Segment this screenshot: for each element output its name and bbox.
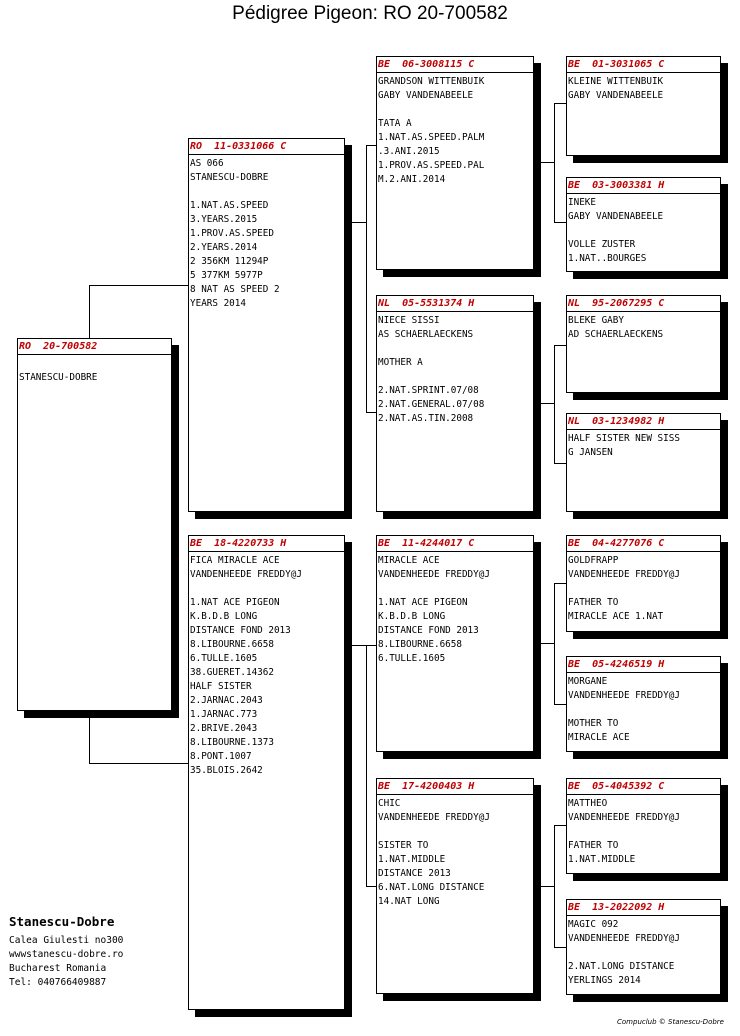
info-line: [378, 342, 533, 356]
info-line: 1.PROV.AS.SPEED.PAL: [378, 160, 485, 171]
info-line: G JANSEN: [568, 447, 613, 458]
info-line: MOTHER TO: [568, 718, 619, 729]
pigeon-info: [377, 552, 533, 666]
info-line: M.2.ANI.2014: [378, 174, 446, 185]
info-line: [19, 357, 171, 371]
ring-number: RO 11-0331066 C: [189, 139, 344, 155]
pigeon-card-ds-dam: [566, 656, 721, 752]
info-line: FICA MIRACLE ACE: [190, 555, 280, 566]
pigeon-card-subject: [17, 338, 172, 711]
pigeon-card-dam: [188, 535, 345, 1010]
info-line: 2.NAT.LONG DISTANCE: [568, 961, 675, 972]
info-line: 6.NAT.LONG DISTANCE: [378, 882, 485, 893]
info-line: VANDENHEEDE FREDDY@J: [190, 569, 302, 580]
pigeon-card-sire-sire: [376, 56, 534, 270]
info-line: DISTANCE 2013: [378, 868, 451, 879]
info-line: DISTANCE FOND 2013: [378, 625, 479, 636]
pigeon-card-ss-dam: [566, 177, 721, 272]
info-line: MATTHEO: [568, 798, 608, 809]
info-line: [378, 582, 533, 596]
ring-number: BE 05-4246519 H: [567, 657, 720, 673]
pigeon-card-ss-sire: [566, 56, 721, 156]
info-line: MIRACLE ACE: [568, 732, 630, 743]
info-line: [568, 703, 720, 717]
info-line: 2.NAT.SPRINT.07/08: [378, 385, 479, 396]
info-line: KLEINE WITTENBUIK: [568, 76, 664, 87]
ring-number: BE 13-2022092 H: [567, 900, 720, 916]
info-line: VOLLE ZUSTER: [568, 239, 636, 250]
ring-number: NL 05-5531374 H: [377, 296, 533, 312]
ring-number: NL 03-1234982 H: [567, 414, 720, 430]
info-line: K.B.D.B LONG: [190, 611, 258, 622]
info-line: GABY VANDENABEELE: [568, 90, 664, 101]
info-line: FATHER TO: [568, 597, 619, 608]
info-line: GABY VANDENABEELE: [378, 90, 474, 101]
pigeon-info: [567, 552, 720, 624]
info-line: GOLDFRAPP: [568, 555, 619, 566]
info-line: 2.NAT.GENERAL.07/08: [378, 399, 485, 410]
info-line: VANDENHEEDE FREDDY@J: [568, 812, 680, 823]
info-line: VANDENHEEDE FREDDY@J: [568, 569, 680, 580]
info-line: VANDENHEEDE FREDDY@J: [568, 933, 680, 944]
ring-number: BE 11-4244017 C: [377, 536, 533, 552]
info-line: 6.TULLE.1605: [190, 653, 258, 664]
info-line: HALF SISTER: [190, 681, 252, 692]
pigeon-info: [377, 73, 533, 187]
info-line: 14.NAT LONG: [378, 896, 440, 907]
info-line: 2 356KM 11294P: [190, 256, 269, 267]
info-line: 35.BLOIS.2642: [190, 765, 263, 776]
info-line: MIRACLE ACE: [378, 555, 440, 566]
pigeon-info: [567, 312, 720, 342]
info-line: [190, 185, 344, 199]
pigeon-card-sire-dam: [376, 295, 534, 512]
info-line: MORGANE: [568, 676, 608, 687]
info-line: [568, 825, 720, 839]
pigeon-card-dam-dam: [376, 778, 534, 994]
info-line: 6.TULLE.1605: [378, 653, 446, 664]
pigeon-info: [567, 916, 720, 988]
breeder-website: wwwstanescu-dobre.ro: [9, 949, 124, 960]
info-line: 1.NAT.MIDDLE: [378, 854, 446, 865]
info-line: 2.NAT.AS.TIN.2008: [378, 413, 474, 424]
info-line: 1.NAT..BOURGES: [568, 253, 647, 264]
info-line: GABY VANDENABEELE: [568, 211, 664, 222]
info-line: CHIC: [378, 798, 401, 809]
info-line: 3.YEARS.2015: [190, 214, 258, 225]
ring-number: BE 17-4200403 H: [377, 779, 533, 795]
info-line: SISTER TO: [378, 840, 429, 851]
info-line: AS 066: [190, 158, 224, 169]
info-line: GRANDSON WITTENBUIK: [378, 76, 485, 87]
info-line: STANESCU-DOBRE: [190, 172, 269, 183]
ring-number: BE 05-4045392 C: [567, 779, 720, 795]
info-line: INEKE: [568, 197, 596, 208]
pigeon-card-dd-dam: [566, 899, 721, 995]
info-line: 8.LIBOURNE.6658: [190, 639, 274, 650]
pigeon-info: [567, 194, 720, 266]
info-line: K.B.D.B LONG: [378, 611, 446, 622]
info-line: 2.JARNAC.2043: [190, 695, 263, 706]
page-title: Pédigree Pigeon: RO 20-700582: [232, 3, 508, 24]
pigeon-card-sire: [188, 138, 345, 512]
info-line: [568, 946, 720, 960]
info-line: FATHER TO: [568, 840, 619, 851]
pigeon-card-ds-sire: [566, 535, 721, 632]
pigeon-info: [377, 312, 533, 426]
info-line: 8.LIBOURNE.6658: [378, 639, 462, 650]
info-line: 1.JARNAC.773: [190, 709, 258, 720]
info-line: HALF SISTER NEW SISS: [568, 433, 680, 444]
pigeon-info: [567, 795, 720, 867]
info-line: STANESCU-DOBRE: [19, 372, 98, 383]
pigeon-info: [18, 355, 171, 385]
pigeon-info: [567, 430, 720, 460]
info-line: VANDENHEEDE FREDDY@J: [378, 569, 490, 580]
info-line: 5 377KM 5977P: [190, 270, 263, 281]
info-line: 8.PONT.1007: [190, 751, 252, 762]
info-line: [568, 582, 720, 596]
ring-number: BE 03-3003381 H: [567, 178, 720, 194]
ring-number: RO 20-700582: [18, 339, 171, 355]
info-line: 1.PROV.AS.SPEED: [190, 228, 274, 239]
info-line: YERLINGS 2014: [568, 975, 641, 986]
pigeon-card-dd-sire: [566, 778, 721, 874]
info-line: VANDENHEEDE FREDDY@J: [378, 812, 490, 823]
pigeon-card-sd-dam: [566, 413, 721, 512]
info-line: 1.NAT ACE PIGEON: [190, 597, 280, 608]
info-line: 8.LIBOURNE.1373: [190, 737, 274, 748]
info-line: 1.NAT.MIDDLE: [568, 854, 636, 865]
info-line: 2.BRIVE.2043: [190, 723, 258, 734]
ring-number: BE 18-4220733 H: [189, 536, 344, 552]
info-line: 38.GUERET.14362: [190, 667, 274, 678]
info-line: MOTHER A: [378, 357, 423, 368]
info-line: MAGIC 092: [568, 919, 619, 930]
info-line: DISTANCE FOND 2013: [190, 625, 291, 636]
info-line: 1.NAT.AS.SPEED.PALM: [378, 132, 485, 143]
info-line: BLEKE GABY: [568, 315, 624, 326]
info-line: AD SCHAERLAECKENS: [568, 329, 664, 340]
breeder-city: Bucharest Romania: [9, 963, 107, 974]
ring-number: BE 01-3031065 C: [567, 57, 720, 73]
info-line: [378, 370, 533, 384]
info-line: 2.YEARS.2014: [190, 242, 258, 253]
info-line: .3.ANI.2015: [378, 146, 440, 157]
breeder-name: Stanescu-Dobre: [9, 914, 115, 929]
info-line: NIECE SISSI: [378, 315, 440, 326]
info-line: 8 NAT AS SPEED 2: [190, 284, 280, 295]
info-line: [190, 582, 344, 596]
breeder-info: [9, 914, 123, 990]
pigeon-info: [377, 795, 533, 909]
breeder-address: Calea Giulesti no300: [9, 935, 124, 946]
breeder-phone: Tel: 040766409887: [9, 977, 107, 988]
pigeon-info: [567, 673, 720, 745]
copyright: Compuclub © Stanescu-Dobre: [617, 1018, 724, 1026]
info-line: [568, 224, 720, 238]
info-line: TATA A: [378, 118, 412, 129]
pigeon-info: [189, 552, 344, 778]
pigeon-card-dam-sire: [376, 535, 534, 752]
info-line: YEARS 2014: [190, 298, 246, 309]
info-line: MIRACLE ACE 1.NAT: [568, 611, 664, 622]
ring-number: NL 95-2067295 C: [567, 296, 720, 312]
info-line: 1.NAT ACE PIGEON: [378, 597, 468, 608]
pigeon-card-sd-sire: [566, 295, 721, 393]
ring-number: BE 04-4277076 C: [567, 536, 720, 552]
pigeon-info: [189, 155, 344, 311]
info-line: VANDENHEEDE FREDDY@J: [568, 690, 680, 701]
pigeon-info: [567, 73, 720, 103]
info-line: 1.NAT.AS.SPEED: [190, 200, 269, 211]
info-line: [378, 825, 533, 839]
info-line: AS SCHAERLAECKENS: [378, 329, 474, 340]
info-line: [378, 103, 533, 117]
ring-number: BE 06-3008115 C: [377, 57, 533, 73]
